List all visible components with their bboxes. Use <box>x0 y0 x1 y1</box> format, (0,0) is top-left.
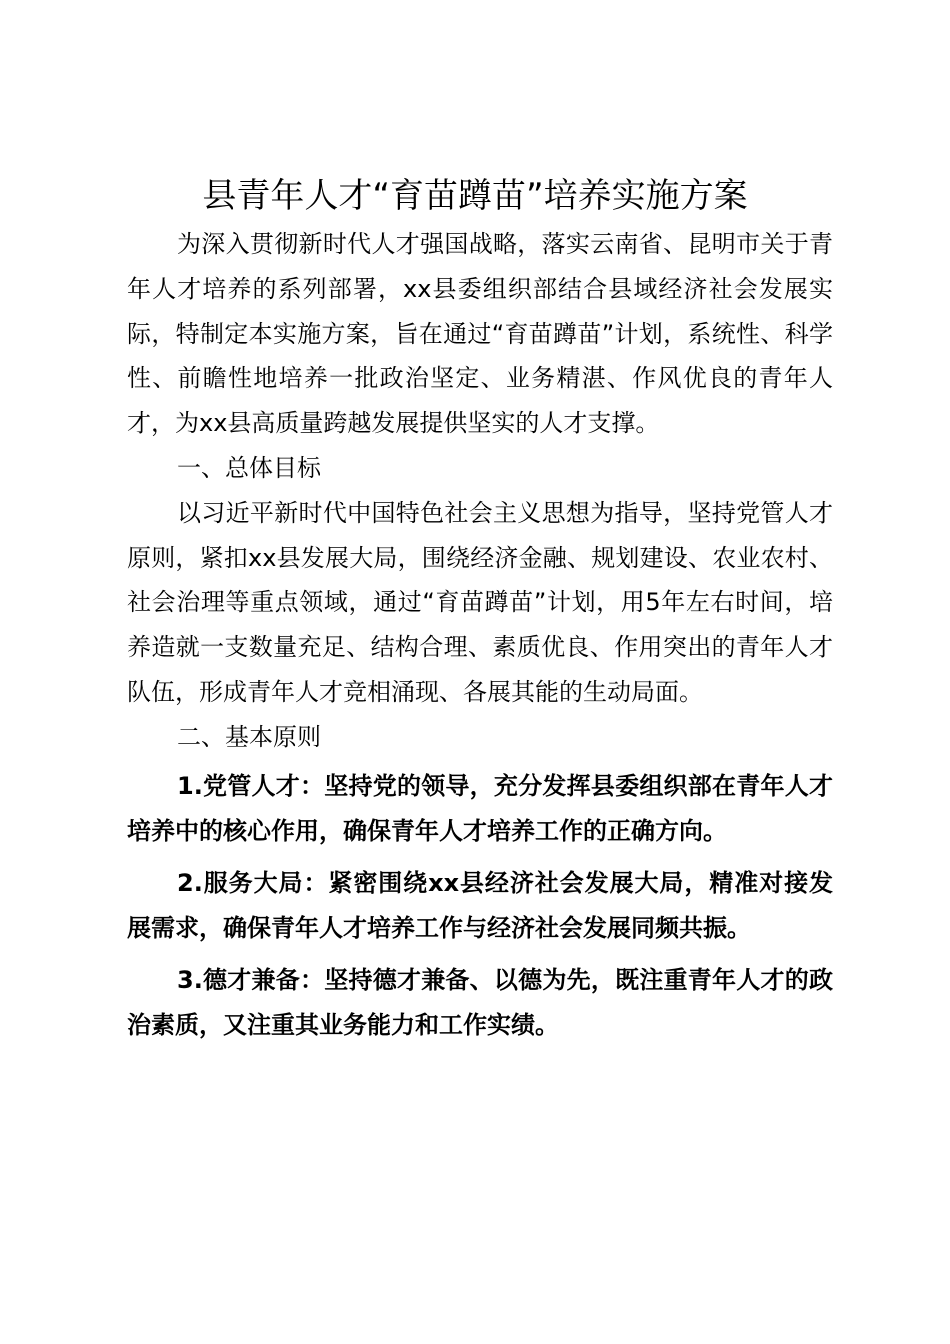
goals-paragraph: 以习近平新时代中国特色社会主义思想为指导，坚持党管人才原则，紧扣xx县发展大局，围绕经济金融、规划建设、农业农村、社会治理等重点领域，通过“育苗蹲苗”计划，用5年左右时间，培养造就一支数量充足、结构合理、素质优良、作用突出的青年人才队伍，形成青年人才竞相涌现、各展其能的生动局面。 <box>127 498 833 706</box>
document-title: 县青年人才“育苗蹲苗”培养实施方案 <box>202 176 748 216</box>
principle-item: 2.服务大局：紧密围绕xx县经济社会发展大局，精准对接发展需求，确保青年人才培养工作与经济社会发展同频共振。 <box>127 868 833 943</box>
intro-paragraph: 为深入贯彻新时代人才强国战略，落实云南省、昆明市关于青年人才培养的系列部署，xx县委组织部结合县域经济社会发展实际，特制定本实施方案，旨在通过“育苗蹲苗”计划，系统性、科学性、前瞻性地培养一批政治坚定、业务精湛、作风优良的青年人才，为xx县高质量跨越发展提供坚实的人才支撑。 <box>127 230 833 438</box>
principle-item: 1.党管人才：坚持党的领导，充分发挥县委组织部在青年人才培养中的核心作用，确保青年人才培养工作的正确方向。 <box>127 771 833 846</box>
document-body <box>127 222 833 1049</box>
principle-item: 3.德才兼备：坚持德才兼备、以德为先，既注重青年人才的政治素质，又注重其业务能力和工作实绩。 <box>127 965 833 1040</box>
section-heading-principles: 二、基本原则 <box>177 722 321 751</box>
section-heading-goals: 一、总体目标 <box>177 453 321 482</box>
